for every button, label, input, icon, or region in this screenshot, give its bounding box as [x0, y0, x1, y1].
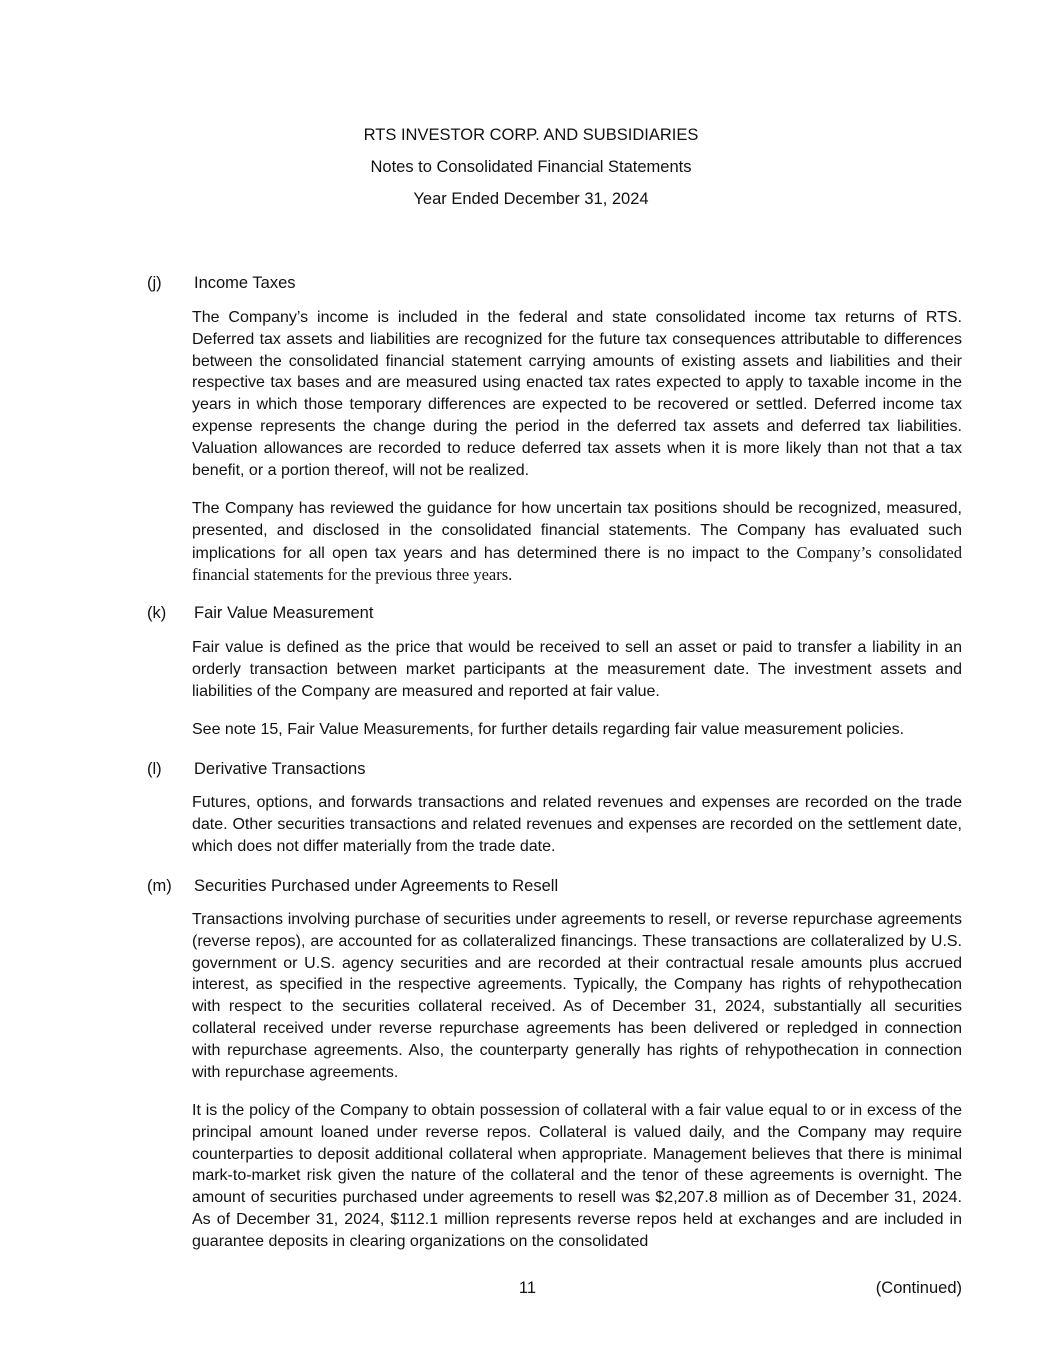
- paragraph: Fair value is defined as the price that would be received to sell an asset or paid to transfer a liability in an orderly transaction between market participants at the measurement date. The investment assets and liabilities of the Company are measured and reported at fair value.: [192, 639, 962, 700]
- reporting-period: Year Ended December 31, 2024: [413, 190, 649, 208]
- paragraph: See note 15, Fair Value Measurements, for further details regarding fair value measurement policies.: [192, 721, 905, 738]
- paragraph: Futures, options, and forwards transactions and related revenues and expenses are recorded on the trade date. Other securities transactions and related revenues and expenses are recorded on the settlement date, which does not differ materially from the trade date.: [192, 794, 962, 855]
- paragraph: [192, 498, 962, 587]
- section-title: Income Taxes: [194, 274, 296, 292]
- paragraph-text: The Company has reviewed the guidance for how uncertain tax positions should be recognized, measured, presented, and disclosed in the consolidated financial statements. The Company has evaluated such implications for all open tax years and has determined there is no impact to the: [192, 500, 962, 562]
- paragraph-text-serif: Company’s consolidated financial statements for the previous three years.: [192, 542, 962, 585]
- page-header: [0, 124, 1055, 220]
- section-letter: (m): [147, 877, 172, 895]
- section-letter: (j): [147, 274, 162, 292]
- company-name: RTS INVESTOR CORP. AND SUBSIDIARIES: [363, 126, 699, 144]
- section-title: Securities Purchased under Agreements to Resell: [194, 877, 559, 895]
- page-number: 11: [518, 1279, 537, 1297]
- document-title: Notes to Consolidated Financial Statements: [370, 158, 692, 176]
- continued-label: (Continued): [875, 1279, 962, 1297]
- section-letter: (l): [147, 760, 162, 778]
- paragraph: Transactions involving purchase of securities under agreements to resell, or reverse repurchase agreements (reverse repos), are accounted for as collateralized financings. These transactions are collateralized by U.S. government or U.S. agency securities and are recorded at their contractual resale amounts plus accrued interest, as specified in the respective agreements. Typically, the Company has rights of rehypothecation with respect to the securities collateral received. As of December 31, 2024, substantially all securities collateral received under reverse repurchase agreements has been delivered or repledged in connection with repurchase agreements. Also, the counterparty generally has rights of rehypothecation in connection with repurchase agreements.: [192, 911, 962, 1081]
- paragraph: The Company’s income is included in the federal and state consolidated income tax returns of RTS. Deferred tax assets and liabilities are recognized for the future tax consequences attributable to differences between the consolidated financial statement carrying amounts of existing assets and liabilities and their respective tax bases and are measured using enacted tax rates expected to apply to taxable income in the years in which those temporary differences are expected to be recovered or settled. Deferred income tax expense represents the change during the period in the deferred tax assets and deferred tax liabilities. Valuation allowances are recorded to reduce deferred tax assets when it is more likely than not that a tax benefit, or a portion thereof, will not be realized.: [192, 309, 962, 479]
- paragraph: It is the policy of the Company to obtain possession of collateral with a fair value equal to or in excess of the principal amount loaned under reverse repos. Collateral is valued daily, and the Company may require counterparties to deposit additional collateral when appropriate. Management believes that there is minimal mark-to-market risk given the nature of the collateral and the tenor of these agreements is overnight. The amount of securities purchased under agreements to resell was $2,207.8 million as of December 31, 2024. As of December 31, 2024, $112.1 million represents reverse repos held at exchanges and are included in guarantee deposits in clearing organizations on the consolidated: [192, 1102, 962, 1250]
- section-letter: (k): [147, 604, 167, 622]
- section-title: Fair Value Measurement: [194, 604, 374, 622]
- section-title: Derivative Transactions: [194, 760, 366, 778]
